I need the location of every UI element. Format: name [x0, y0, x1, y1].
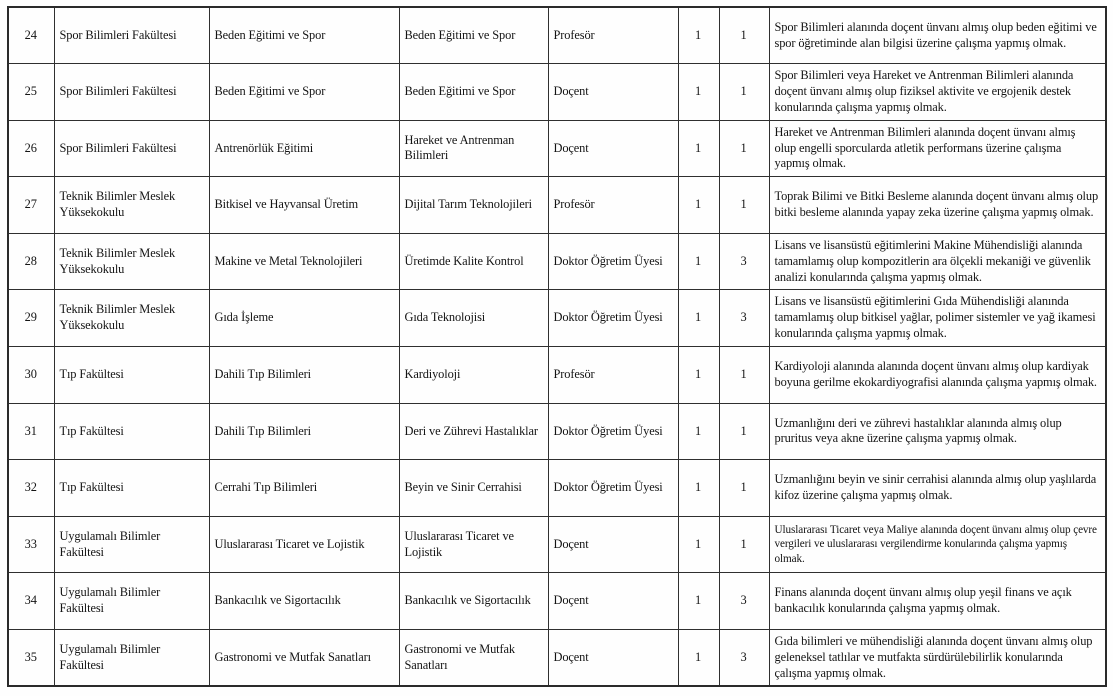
- requirement-cell: Lisans ve lisansüstü eğitimlerini Gıda Mühendisliği alanında tamamlamış olup bitkisel yağlar, polimer sistemler ve yağ ikamesi konularında çalışma yapmış olmak.: [769, 290, 1106, 347]
- department-cell: Antrenörlük Eğitimi: [209, 120, 399, 177]
- table-row: [8, 233, 1106, 290]
- academic-title-cell: Doçent: [548, 630, 678, 687]
- department-cell: Dahili Tıp Bilimleri: [209, 403, 399, 460]
- grade-cell: 1: [678, 120, 719, 177]
- quota-cell: 1: [719, 403, 769, 460]
- quota-cell: 3: [719, 233, 769, 290]
- department-cell: Bitkisel ve Hayvansal Üretim: [209, 177, 399, 234]
- program-cell: Bankacılık ve Sigortacılık: [399, 573, 548, 630]
- faculty-cell: Teknik Bilimler Meslek Yüksekokulu: [54, 177, 209, 234]
- requirement-cell: Hareket ve Antrenman Bilimleri alanında doçent ünvanı almış olup engelli sporcularda atletik performans üzerine çalışma yapmış olmak.: [769, 120, 1106, 177]
- requirement-cell: Kardiyoloji alanında alanında doçent ünvanı almış olup kardiyak boyuna gerilme ekokardiyografisi alanında çalışma yapmış olmak.: [769, 347, 1106, 404]
- department-cell: Gastronomi ve Mutfak Sanatları: [209, 630, 399, 687]
- row-number-cell: 28: [8, 233, 54, 290]
- grade-cell: 1: [678, 403, 719, 460]
- table-row: [8, 460, 1106, 517]
- row-number-cell: 31: [8, 403, 54, 460]
- requirement-cell: Spor Bilimleri veya Hareket ve Antrenman Bilimleri alanında doçent ünvanı almış olup fiziksel aktivite ve ergojenik destek konularında çalışma yapmış olmak.: [769, 64, 1106, 121]
- program-cell: Kardiyoloji: [399, 347, 548, 404]
- faculty-positions-table: [7, 6, 1107, 687]
- quota-cell: 3: [719, 573, 769, 630]
- table-row: [8, 347, 1106, 404]
- program-cell: Dijital Tarım Teknolojileri: [399, 177, 548, 234]
- academic-title-cell: Doçent: [548, 516, 678, 573]
- department-cell: Dahili Tıp Bilimleri: [209, 347, 399, 404]
- row-number-cell: 26: [8, 120, 54, 177]
- faculty-cell: Tıp Fakültesi: [54, 403, 209, 460]
- program-cell: Uluslararası Ticaret ve Lojistik: [399, 516, 548, 573]
- program-cell: Hareket ve Antrenman Bilimleri: [399, 120, 548, 177]
- quota-cell: 1: [719, 64, 769, 121]
- requirement-cell: Lisans ve lisansüstü eğitimlerini Makine Mühendisliği alanında tamamlamış olup kompozitlerin ara ölçekli mekaniği ve güvenlik analizi konularında çalışma yapmış olmak.: [769, 233, 1106, 290]
- quota-cell: 1: [719, 516, 769, 573]
- faculty-cell: Uygulamalı Bilimler Fakültesi: [54, 573, 209, 630]
- grade-cell: 1: [678, 630, 719, 687]
- row-number-cell: 27: [8, 177, 54, 234]
- faculty-cell: Teknik Bilimler Meslek Yüksekokulu: [54, 290, 209, 347]
- department-cell: Bankacılık ve Sigortacılık: [209, 573, 399, 630]
- table-row: [8, 64, 1106, 121]
- requirement-cell: Uzmanlığını beyin ve sinir cerrahisi alanında almış olup yaşlılarda kifoz üzerine çalışma yapmış olmak.: [769, 460, 1106, 517]
- requirement-cell: Uzmanlığını deri ve zührevi hastalıklar alanında almış olup pruritus veya akne üzerine çalışma yapmış olmak.: [769, 403, 1106, 460]
- table-row: [8, 120, 1106, 177]
- row-number-cell: 29: [8, 290, 54, 347]
- department-cell: Gıda İşleme: [209, 290, 399, 347]
- requirement-cell: Uluslararası Ticaret veya Maliye alanında doçent ünvanı almış olup çevre vergileri ve uluslararası vergilendirme konularında çalışma yapmış olmak.: [769, 516, 1106, 573]
- department-cell: Beden Eğitimi ve Spor: [209, 64, 399, 121]
- table-row: [8, 573, 1106, 630]
- grade-cell: 1: [678, 177, 719, 234]
- program-cell: Beden Eğitimi ve Spor: [399, 7, 548, 64]
- row-number-cell: 24: [8, 7, 54, 64]
- quota-cell: 1: [719, 177, 769, 234]
- faculty-cell: Spor Bilimleri Fakültesi: [54, 120, 209, 177]
- faculty-cell: Spor Bilimleri Fakültesi: [54, 7, 209, 64]
- program-cell: Gastronomi ve Mutfak Sanatları: [399, 630, 548, 687]
- table-row: [8, 290, 1106, 347]
- table-row: [8, 403, 1106, 460]
- quota-cell: 1: [719, 347, 769, 404]
- row-number-cell: 25: [8, 64, 54, 121]
- row-number-cell: 34: [8, 573, 54, 630]
- table-row: [8, 516, 1106, 573]
- grade-cell: 1: [678, 516, 719, 573]
- faculty-cell: Tıp Fakültesi: [54, 460, 209, 517]
- academic-title-cell: Doktor Öğretim Üyesi: [548, 403, 678, 460]
- department-cell: Cerrahi Tıp Bilimleri: [209, 460, 399, 517]
- grade-cell: 1: [678, 347, 719, 404]
- faculty-cell: Uygulamalı Bilimler Fakültesi: [54, 630, 209, 687]
- requirement-cell: Spor Bilimleri alanında doçent ünvanı almış olup beden eğitimi ve spor öğretiminde alan bilgisi üzerine çalışma yapmış olmak.: [769, 7, 1106, 64]
- program-cell: Gıda Teknolojisi: [399, 290, 548, 347]
- requirement-cell: Toprak Bilimi ve Bitki Besleme alanında doçent ünvanı almış olup bitki besleme alanında yapay zeka üzerine çalışma yapmış olmak.: [769, 177, 1106, 234]
- quota-cell: 3: [719, 630, 769, 687]
- program-cell: Deri ve Zührevi Hastalıklar: [399, 403, 548, 460]
- quota-cell: 1: [719, 460, 769, 517]
- grade-cell: 1: [678, 233, 719, 290]
- academic-title-cell: Doktor Öğretim Üyesi: [548, 290, 678, 347]
- academic-title-cell: Doktor Öğretim Üyesi: [548, 233, 678, 290]
- academic-title-cell: Doçent: [548, 120, 678, 177]
- quota-cell: 1: [719, 120, 769, 177]
- faculty-cell: Teknik Bilimler Meslek Yüksekokulu: [54, 233, 209, 290]
- grade-cell: 1: [678, 64, 719, 121]
- table-row: [8, 177, 1106, 234]
- academic-title-cell: Profesör: [548, 177, 678, 234]
- academic-title-cell: Doçent: [548, 64, 678, 121]
- grade-cell: 1: [678, 573, 719, 630]
- program-cell: Beden Eğitimi ve Spor: [399, 64, 548, 121]
- row-number-cell: 30: [8, 347, 54, 404]
- requirement-cell: Finans alanında doçent ünvanı almış olup yeşil finans ve açık bankacılık konularında çalışma yapmış olmak.: [769, 573, 1106, 630]
- department-cell: Beden Eğitimi ve Spor: [209, 7, 399, 64]
- department-cell: Makine ve Metal Teknolojileri: [209, 233, 399, 290]
- faculty-cell: Spor Bilimleri Fakültesi: [54, 64, 209, 121]
- row-number-cell: 32: [8, 460, 54, 517]
- quota-cell: 3: [719, 290, 769, 347]
- grade-cell: 1: [678, 290, 719, 347]
- academic-title-cell: Doktor Öğretim Üyesi: [548, 460, 678, 517]
- academic-title-cell: Profesör: [548, 7, 678, 64]
- program-cell: Üretimde Kalite Kontrol: [399, 233, 548, 290]
- academic-title-cell: Doçent: [548, 573, 678, 630]
- department-cell: Uluslararası Ticaret ve Lojistik: [209, 516, 399, 573]
- grade-cell: 1: [678, 7, 719, 64]
- row-number-cell: 35: [8, 630, 54, 687]
- grade-cell: 1: [678, 460, 719, 517]
- table-body: [8, 7, 1106, 686]
- table-row: [8, 630, 1106, 687]
- faculty-cell: Uygulamalı Bilimler Fakültesi: [54, 516, 209, 573]
- quota-cell: 1: [719, 7, 769, 64]
- row-number-cell: 33: [8, 516, 54, 573]
- academic-title-cell: Profesör: [548, 347, 678, 404]
- requirement-cell: Gıda bilimleri ve mühendisliği alanında doçent ünvanı almış olup geleneksel tatlılar ve mutfakta sürdürülebilirlik konularında çalışma yapmış olmak.: [769, 630, 1106, 687]
- faculty-cell: Tıp Fakültesi: [54, 347, 209, 404]
- table-row: [8, 7, 1106, 64]
- program-cell: Beyin ve Sinir Cerrahisi: [399, 460, 548, 517]
